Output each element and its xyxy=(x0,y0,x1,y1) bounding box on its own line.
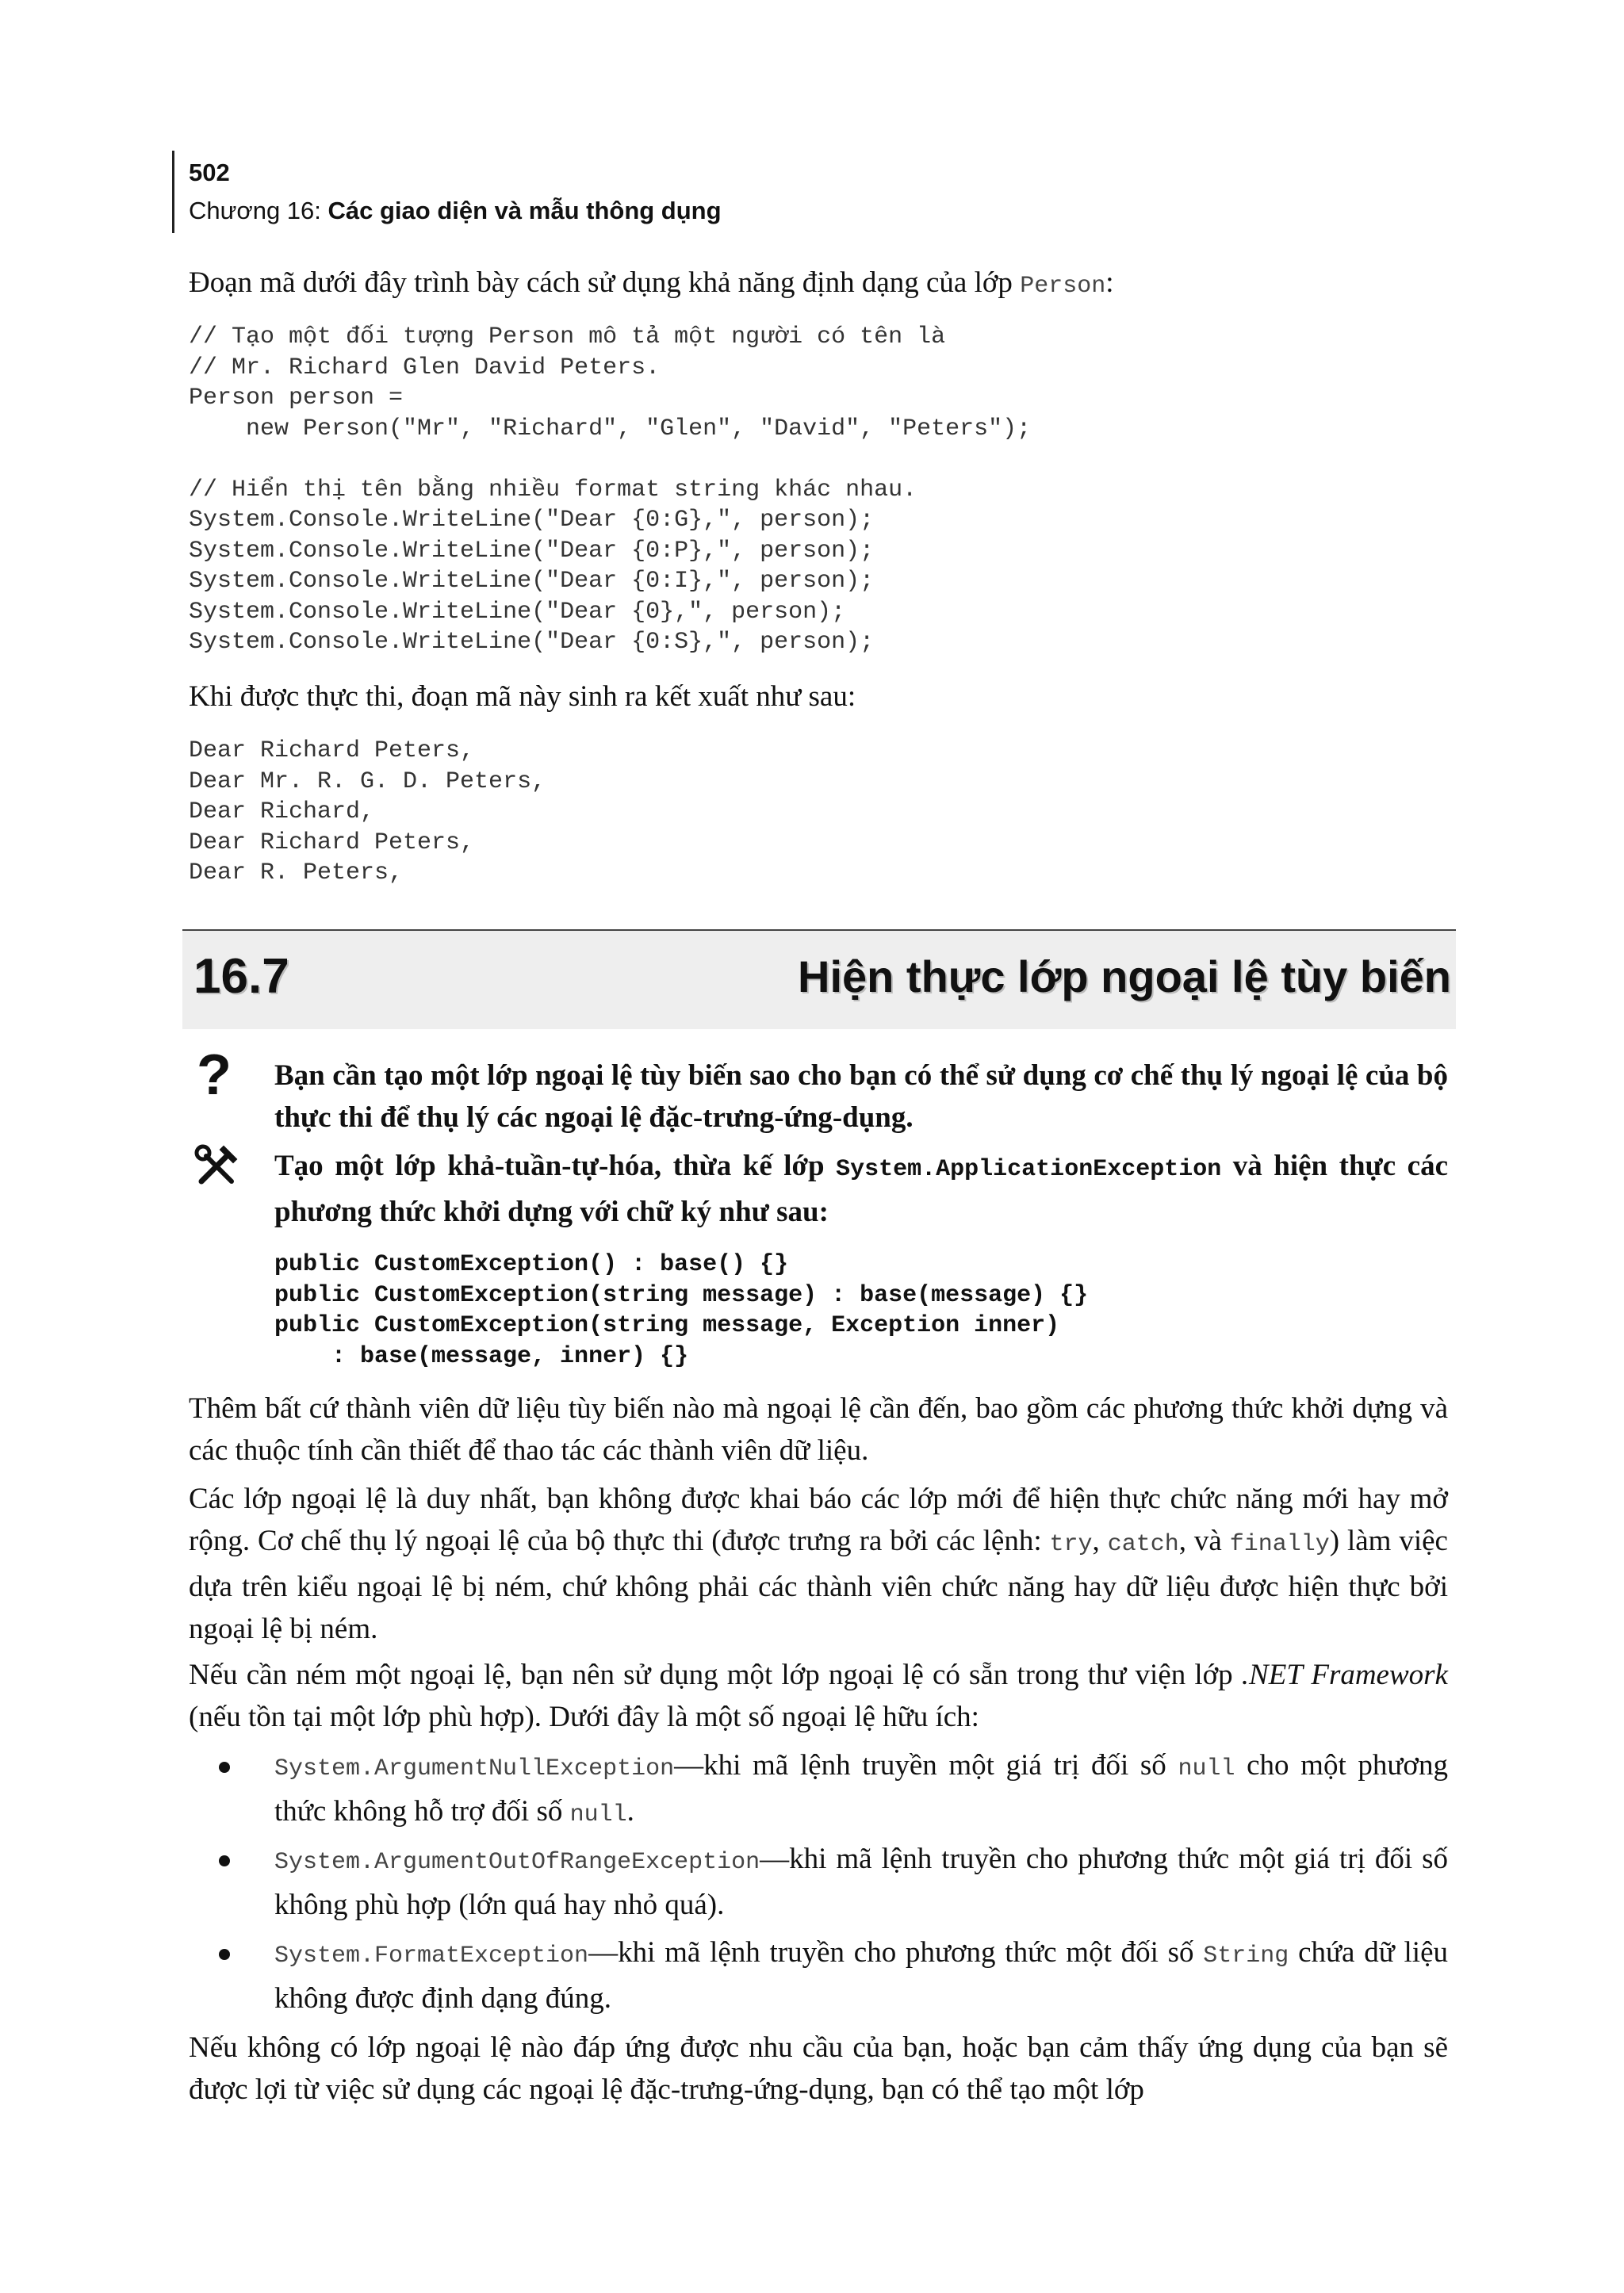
p2-text-c: , và xyxy=(1178,1525,1230,1557)
keyword-try: try xyxy=(1049,1531,1093,1558)
paragraph-1: Thêm bất cứ thành viên dữ liệu tùy biến nào mà ngoại lệ cần đến, bao gồm các phương thức khởi dựng và các thuộc tính cần thiết để thao tác các thành viên dữ liệu. xyxy=(189,1392,1448,1467)
exception-name: System.FormatException xyxy=(274,1943,589,1970)
section-number: 16.7 xyxy=(193,949,289,1004)
chapter-heading xyxy=(189,195,722,227)
tools-icon xyxy=(193,1142,241,1189)
solution-class-name: System.ApplicationException xyxy=(836,1156,1222,1183)
code-example: // Tạo một đối tượng Person mô tả một người có tên là // Mr. Richard Glen David Peters. Person person = new Person("Mr", "Richard", "Glen", "David", "Peters"); // Hiển thị tên bằng nhiều format string khác nhau. System.Console.WriteLine("Dear {0:G},", person); System.Console.WriteLine("Dear {0:P},", person); System.Console.WriteLine("Dear {0:I},", person); System.Console.WriteLine("Dear {0},", person); System.Console.WriteLine("Dear {0:S},", person); xyxy=(189,323,1032,656)
code-output: Dear Richard Peters, Dear Mr. R. G. D. Peters, Dear Richard, Dear Richard Peters, Dear R. Peters, xyxy=(189,737,546,886)
page-number: 502 xyxy=(189,159,230,186)
intro-class-name: Person xyxy=(1020,273,1106,300)
bullet-dot xyxy=(219,1855,230,1866)
list-item xyxy=(274,1838,1448,1926)
solution-code: public CustomException() : base() {} public CustomException(string message) : base(message) {} public CustomException(string message, Exception inner) : base(message, inner) {} xyxy=(274,1251,1089,1370)
solution-text-after: và hiện thực các phương thức khởi dựng với chữ ký như sau: xyxy=(274,1150,1449,1228)
header-rule xyxy=(172,151,174,233)
framework-name: .NET Framework xyxy=(1241,1659,1448,1691)
inline-code: null xyxy=(1178,1755,1235,1782)
intro-colon: : xyxy=(1105,266,1114,299)
keyword-finally: finally xyxy=(1229,1531,1330,1558)
p3-text-b: (nếu tồn tại một lớp phù hợp). Dưới đây là một số ngoại lệ hữu ích: xyxy=(189,1701,979,1733)
p2-text-b: , xyxy=(1092,1525,1100,1557)
list-item xyxy=(274,1931,1448,2019)
p3-text-a: Nếu cần ném một ngoại lệ, bạn nên sử dụng một lớp ngoại lệ có sẵn trong thư viện lớp xyxy=(189,1659,1242,1691)
keyword-catch: catch xyxy=(1107,1531,1179,1558)
bullet-text: . xyxy=(626,1795,634,1828)
bullet-text: —khi mã lệnh truyền cho phương thức một đối số xyxy=(588,1936,1204,1969)
list-item xyxy=(274,1744,1448,1836)
paragraph-3 xyxy=(189,1654,1448,1738)
bullet-text: cho một phương thức không hỗ trợ đối số xyxy=(274,1749,1448,1828)
paragraph-2 xyxy=(189,1478,1448,1650)
p2-text-a: Các lớp ngoại lệ là duy nhất, bạn không được khai báo các lớp mới để hiện thực chức năng mới hay mở rộng. Cơ chế thụ lý ngoại lệ của bộ thực thi (được trưng ra bởi các lệnh: xyxy=(189,1483,1448,1557)
solution-text-before: Tạo một lớp khả-tuần-tự-hóa, thừa kế lớp xyxy=(274,1150,837,1182)
paragraph-4: Nếu không có lớp ngoại lệ nào đáp ứng được nhu cầu của bạn, hoặc bạn cảm thấy ứng dụng của bạn sẽ được lợi từ việc sử dụng các ngoại lệ đặc-trưng-ứng-dụng, bạn có thể tạo một lớp xyxy=(189,2031,1448,2106)
exception-name: System.ArgumentNullException xyxy=(274,1755,675,1782)
output-intro: Khi được thực thi, đoạn mã này sinh ra kết xuất như sau: xyxy=(189,680,856,713)
chapter-title: Các giao diện và mẫu thông dụng xyxy=(327,197,722,224)
bullet-dot xyxy=(219,1762,230,1773)
p2-text-d: ) làm việc dựa trên kiểu ngoại lệ bị ném, chứ không phải các thành viên chức năng hay dữ liệu được hiện thực bởi ngoại lệ bị ném. xyxy=(189,1525,1448,1645)
bullet-text: chứa dữ liệu không được định dạng đúng. xyxy=(274,1936,1449,2015)
inline-code: null xyxy=(569,1801,627,1828)
chapter-prefix: Chương 16: xyxy=(189,197,328,224)
question-icon: ? xyxy=(197,1043,232,1107)
bullet-dot xyxy=(219,1949,230,1960)
exception-name: System.ArgumentOutOfRangeException xyxy=(274,1849,760,1876)
intro-paragraph xyxy=(189,262,1448,308)
section-title: Hiện thực lớp ngoại lệ tùy biến xyxy=(798,951,1451,1001)
problem-text: Bạn cần tạo một lớp ngoại lệ tùy biến sao cho bạn có thể sử dụng cơ chế thụ lý ngoại lệ của bộ thực thi để thụ lý các ngoại lệ đặc-trưng-ứng-dụng. xyxy=(274,1059,1448,1134)
intro-text: Đoạn mã dưới đây trình bày cách sử dụng khả năng định dạng của lớp xyxy=(189,266,1021,299)
solution-text xyxy=(274,1145,1448,1233)
bullet-text: —khi mã lệnh truyền cho phương thức một giá trị đối số không phù hợp (lớn quá hay nhỏ quá). xyxy=(274,1843,1448,1921)
inline-code: String xyxy=(1203,1943,1289,1970)
bullet-text: —khi mã lệnh truyền một giá trị đối số xyxy=(674,1749,1178,1782)
